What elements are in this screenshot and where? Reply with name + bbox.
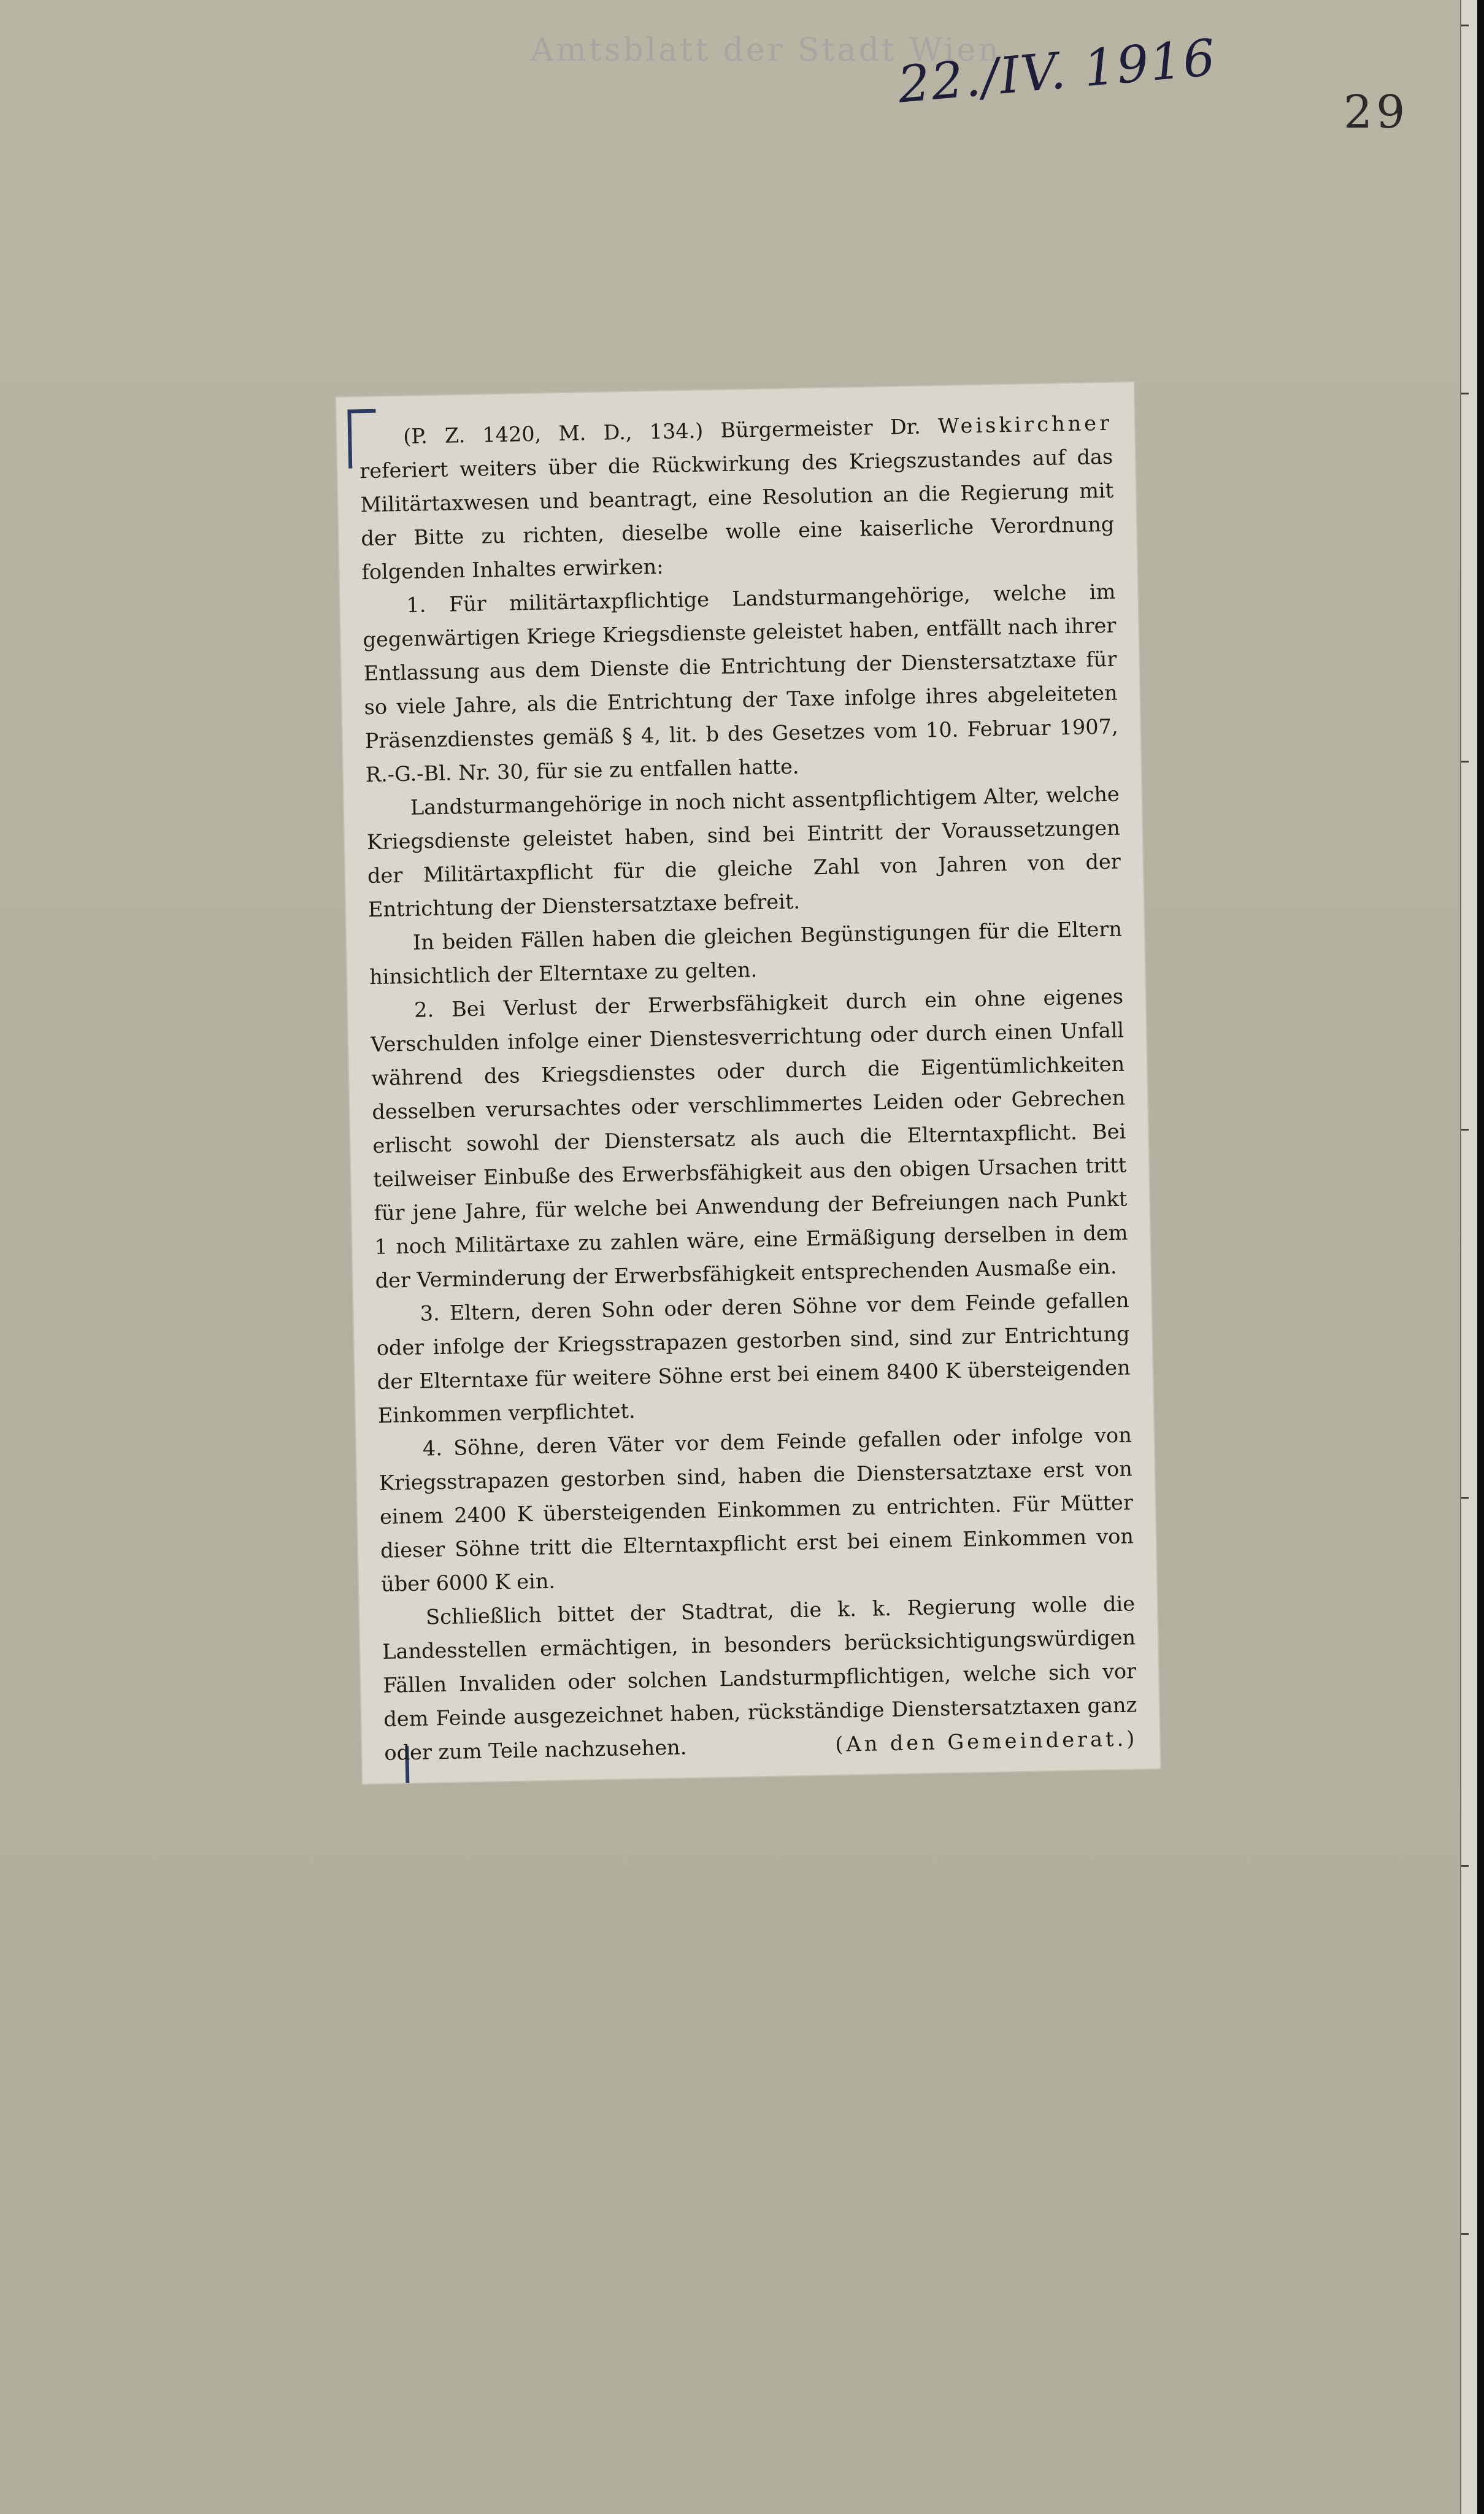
ruler-mark xyxy=(1461,1497,1469,1499)
ruler-mark xyxy=(1461,1129,1469,1131)
lead-text: referiert weiters über die Rückwirkung des Kriegszustandes auf das Militärtaxwesen und beantragt, eine Resolution an die Regierung mit der Bitte zu richten, dieselbe wolle eine kaiserliche Verordnung folgenden Inhaltes erwirken: xyxy=(359,444,1115,585)
article-paragraph: Landsturmangehörige in noch nicht assentpflichtigem Alter, welche Kriegsdienste geleistet haben, sind bei Eintritt der Voraussetzungen der Militärtaxpflicht für die gleiche Zahl von Jahren von der Entrichtung der Dienstersatztaxe befreit. xyxy=(366,782,1121,922)
handwritten-date: 22./IV. 1916 xyxy=(896,28,1219,115)
ruler-mark xyxy=(1461,761,1469,763)
article-lead xyxy=(359,406,1115,590)
article-closing xyxy=(382,1586,1138,1770)
closing-reference: (An den Gemeinderat.) xyxy=(835,1726,1138,1756)
article-body xyxy=(359,406,1138,1770)
article-paragraph: 1. Für militärtaxpflichtige Landsturmangehörige, welche im gegenwärtigen Kriege Kriegsdienste geleistet haben, entfällt nach ihrer Entlassung aus dem Dienste die Entrichtung der Dienstersatztaxe für so viele Jahre, als die Entrichtung der Taxe infolge ihres abgeleiteten Präsenzdienstes gemäß § 4, lit. b des Gesetzes vom 10. Februar 1907, R.-G.-Bl. Nr. 30, für sie zu entfallen hatte. xyxy=(363,579,1118,787)
closing-text: Schließlich bittet der Stadtrat, die k. k. Regierung wolle die Landesstellen ermächtigen, in besonders berücksichtigungswürdigen Fällen Invaliden oder solchen Landsturmpflichtigen, welche sich vor dem Feinde ausgezeichnet haben, rückständige Dienstersatztaxen ganz oder zum Teile nachzusehen. xyxy=(382,1591,1137,1765)
ruler-mark xyxy=(1461,1865,1469,1867)
lead-title: Bürgermeister Dr. xyxy=(720,414,921,442)
article-paragraph: In beiden Fällen haben die gleichen Begünstigungen für die Eltern hinsichtlich der Elterntaxe zu gelten. xyxy=(369,917,1123,990)
article-paragraph: 3. Eltern, deren Sohn oder deren Söhne vor dem Feinde gefallen oder infolge der Kriegsstrapazen gestorben sind, sind zur Entrichtung der Elterntaxe für weitere Söhne erst bei einem 8400 K übersteigenden Einkommen verpflichtet. xyxy=(376,1288,1131,1428)
ruler-mark xyxy=(1461,2233,1469,2235)
article-paragraph: 4. Söhne, deren Väter vor dem Feinde gefallen oder infolge von Kriegsstrapazen gestorben sind, haben die Dienstersatztaxe erst von einem 2400 K übersteigenden Einkommen zu entrichten. Für Mütter dieser Söhne tritt die Elterntaxpflicht erst bei einem Einkommen von über 6000 K ein. xyxy=(379,1423,1134,1596)
ruler-mark xyxy=(1461,25,1469,26)
source-stamp: Amtsblatt der Stadt Wien xyxy=(531,32,1001,69)
lead-reference: (P. Z. 1420, M. D., 134.) xyxy=(402,418,704,448)
page-number: 29 xyxy=(1344,86,1409,139)
lead-name: Weiskirchner xyxy=(937,410,1113,439)
article-paragraph: 2. Bei Verlust der Erwerbsfähigkeit durch ein ohne eigenes Verschulden infolge einer Dienstesverrichtung oder durch einen Unfall während des Kriegsdienstes oder durch die Eigentümlichkeiten desselben verursachtes oder verschlimmertes Leiden oder Gebrechen erlischt sowohl der Dienstersatz als auch die Elterntaxpflicht. Bei teilweiser Einbuße des Erwerbsfähigkeit aus den obigen Ursachen tritt für jene Jahre, für welche bei Anwendung der Befreiungen nach Punkt 1 noch Militärtaxe zu zahlen wäre, eine Ermäßigung derselben in dem der Verminderung der Erwerbsfähigkeit entsprechenden Ausmaße ein. xyxy=(370,984,1128,1293)
newspaper-clipping xyxy=(336,382,1160,1784)
scan-ruler xyxy=(1460,0,1477,2514)
ruler-mark xyxy=(1461,393,1469,394)
